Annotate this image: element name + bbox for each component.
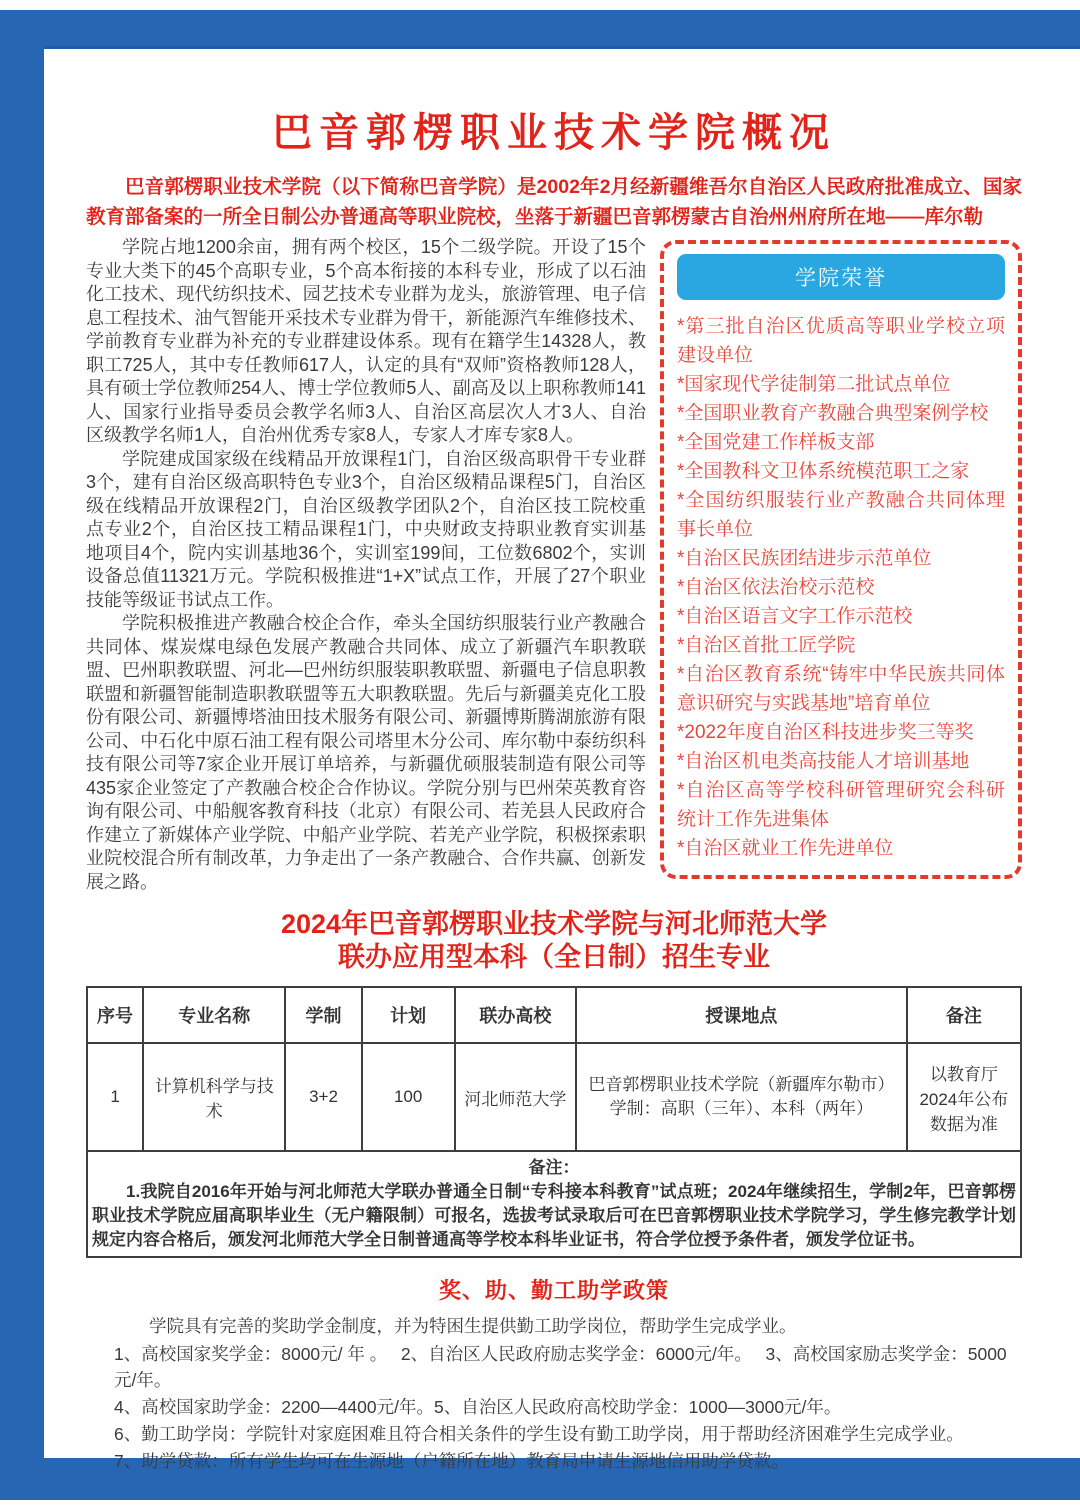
- cell-partner: 河北师范大学: [455, 1043, 576, 1151]
- aid-line-2: 4、高校国家助学金：2200—4400元/年。5、自治区人民政府高校助学金：1000—3000元/年。: [114, 1397, 842, 1417]
- body-paragraph-3: 学院积极推进产教融合校企合作，牵头全国纺织服装行业产教融合共同体、煤炭煤电绿色发展产教融合共同体、成立了新疆汽车职教联盟、巴州职教联盟、河北—巴州纺织服装职教联盟、新疆电子信息职教联盟和新疆智能制造职教联盟等五大职教联盟。先后与新疆美克化工股份有限公司、新疆博塔油田技术服务有限公司、新疆博斯腾湖旅游有限公司、中石化中原石油工程有限公司塔里木分公司、库尔勒中泰纺织科技有限公司等7家企业开展订单培养，与新疆优硕服装制造有限公司等435家企业签定了产教融合校企合作协议。学院分别与巴州荣英教育咨询有限公司、中船舰客教育科技（北京）有限公司、若羌县人民政府合作建立了新媒体产业学院、中船产业学院、若羌产业学院，积极探索职业院校混合所有制改革，力争走出了一条产教融合、合作共赢、创新发展之路。: [86, 613, 646, 892]
- frame-left-band: [0, 10, 44, 1500]
- cell-no: 1: [87, 1043, 143, 1151]
- note-text: 1.我院自2016年开始与河北师范大学联办普通全日制“专科接本科教育”试点班；2024年继续招生，学制2年，巴音郭楞职业技术学院应届高职毕业生（无户籍限制）可报名，选拔考试录取后可在巴音郭楞职业技术学院学习，学生修完教学计划规定内容合格后，颁发河北师范大学全日制普通高等学校本科毕业证书，符合学位授予条件者，颁发学位证书。: [92, 1182, 1016, 1249]
- program-title-line2: 联办应用型本科（全日制）招生专业: [338, 942, 770, 972]
- table-header-row: [87, 987, 1021, 1043]
- honor-item: *自治区语言文字工作示范校: [677, 606, 913, 627]
- page-title: 巴音郭楞职业技术学院概况: [272, 111, 836, 155]
- aid-section-title: 奖、助、勤工助学政策: [438, 1278, 669, 1303]
- page-content: [44, 49, 1080, 1471]
- honor-item: *自治区教育系统“铸牢中华民族共同体意识研究与实践基地”培育单位: [677, 664, 1005, 714]
- admissions-table: [86, 986, 1022, 1258]
- cell-major: 计算机科学与技术: [143, 1043, 285, 1151]
- honor-item: *自治区高等学校科研管理研究会科研统计工作先进集体: [677, 780, 1005, 830]
- honor-item: *自治区首批工匠学院: [677, 635, 856, 656]
- location-line1: 巴音郭楞职业技术学院（新疆库尔勒市）: [588, 1075, 895, 1094]
- aid-section: [86, 1313, 1022, 1474]
- col-header-location: 授课地点: [576, 987, 907, 1043]
- body-paragraph-1: 学院占地1200余亩，拥有两个校区，15个二级学院。开设了15个专业大类下的45个高职专业，5个高本衔接的本科专业，形成了以石油化工技术、现代纺织技术、园艺技术专业群为龙头，旅游管理、电子信息工程技术、油气智能开采技术专业群为骨干，新能源汽车维修技术、学前教育专业群为补充的专业群建设体系。现有在籍学生14328人，教职工725人，其中专任教师617人，认定的具有“双师”资格教师128人，具有硕士学位教师254人、博士学位教师5人、副高及以上职称教师141人、国家行业指导委员会教学名师3人、自治区高层次人才3人、自治区级教学名师1人，自治州优秀专家8人，专家人才库专家8人。: [86, 237, 646, 445]
- col-header-partner: 联办高校: [455, 987, 576, 1043]
- cell-duration: 3+2: [285, 1043, 361, 1151]
- honors-header: 学院荣誉: [677, 254, 1005, 300]
- intro-paragraph: 巴音郭楞职业技术学院（以下简称巴音学院）是2002年2月经新疆维吾尔自治区人民政府批准成立、国家教育部备案的一所全日制公办普通高等职业院校，坐落于新疆巴音郭楞蒙古自治州州府所在地——库尔勒: [86, 176, 1022, 228]
- col-header-major: 专业名称: [143, 987, 285, 1043]
- col-header-plan: 计划: [362, 987, 455, 1043]
- col-header-no: 序号: [87, 987, 143, 1043]
- table-note: [87, 1151, 1021, 1257]
- aid-line-1: 1、高校国家奖学金：8000元/ 年 。 2、自治区人民政府励志奖学金：6000元/年。 3、高校国家励志奖学金：5000元/年。: [114, 1344, 1007, 1390]
- cell-remark: 以教育厅2024年公布数据为准: [907, 1043, 1021, 1151]
- honor-item: *自治区机电类高技能人才培训基地: [677, 751, 970, 772]
- table-row: [87, 1043, 1021, 1151]
- honor-item: *第三批自治区优质高等职业学校立项建设单位: [677, 316, 1005, 366]
- honors-box: [660, 240, 1022, 879]
- program-title-line1: 2024年巴音郭楞职业技术学院与河北师范大学: [280, 909, 828, 939]
- cell-plan: 100: [362, 1043, 455, 1151]
- program-section-title: [86, 908, 1022, 974]
- location-line2: 学制：高职（三年）、本科（两年）: [609, 1099, 874, 1118]
- aid-line-3: 6、勤工助学岗：学院针对家庭困难且符合相关条件的学生设有勤工助学岗，用于帮助经济困难学生完成学业。: [114, 1424, 964, 1444]
- honor-item: *自治区就业工作先进单位: [677, 838, 894, 859]
- honor-item: *自治区依法治校示范校: [677, 577, 875, 598]
- note-label: 备注：: [528, 1158, 580, 1177]
- honor-item: *自治区民族团结进步示范单位: [677, 548, 932, 569]
- honor-item: *全国纺织服装行业产教融合共同体理事长单位: [677, 490, 1005, 540]
- honor-item: *全国职业教育产教融合典型案例学校: [677, 403, 989, 424]
- honor-item: *国家现代学徒制第二批试点单位: [677, 374, 951, 395]
- col-header-duration: 学制: [285, 987, 361, 1043]
- cell-location: [576, 1043, 907, 1151]
- col-header-remark: 备注: [907, 987, 1021, 1043]
- aid-line-4: 7、助学贷款：所有学生均可在生源地（户籍所在地）教育局申请生源地信用助学贷款。: [114, 1451, 789, 1471]
- honor-item: *全国教科文卫体系统模范职工之家: [677, 461, 970, 482]
- honor-item: *全国党建工作样板支部: [677, 432, 875, 453]
- frame-top-band: [0, 10, 1080, 49]
- aid-intro: 学院具有完善的奖助学金制度，并为特困生提供勤工助学岗位，帮助学生完成学业。: [149, 1316, 797, 1336]
- body-paragraph-2: 学院建成国家级在线精品开放课程1门，自治区级高职骨干专业群3个，建有自治区级高职特色专业3个，自治区级精品课程5门，自治区级在线精品开放课程2门，自治区级教学团队2个，自治区技工院校重点专业2个，自治区技工精品课程1门，中央财政支持职业教育实训基地项目4个，院内实训基地36个，实训室199间，工位数6802个，实训设备总值11321万元。学院积极推进“1+X”试点工作，开展了27个职业技能等级证书试点工作。: [86, 448, 646, 610]
- table-note-row: [87, 1151, 1021, 1257]
- honor-item: *2022年度自治区科技进步奖三等奖: [677, 722, 974, 743]
